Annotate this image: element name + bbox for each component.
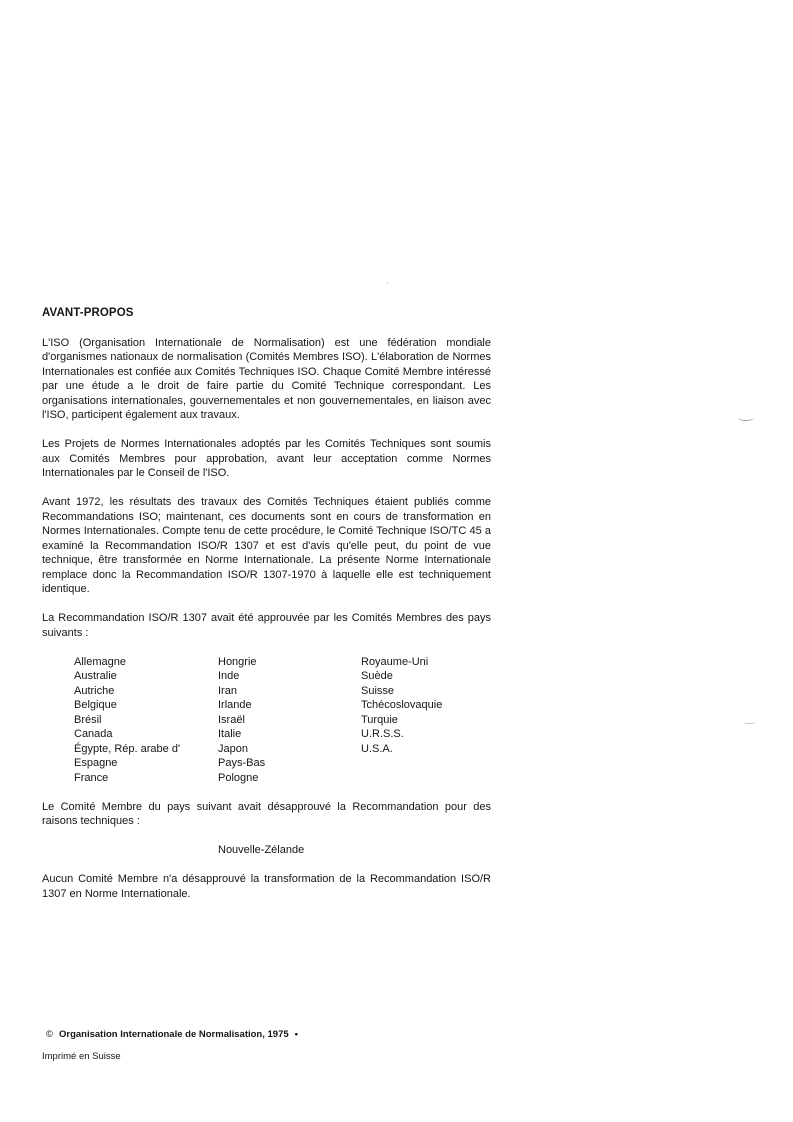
country-name: Royaume-Uni: [361, 655, 429, 668]
country-name: Canada: [74, 728, 113, 740]
country-name: Tchécoslovaquie: [361, 699, 443, 711]
country-name: Inde: [218, 670, 240, 682]
country-name: Pays-Bas: [218, 757, 266, 769]
country-name: Égypte, Rép. arabe d': [74, 742, 181, 755]
country-name: Italie: [218, 728, 242, 740]
country-name: Israël: [218, 713, 245, 726]
countries-column-1: [74, 655, 218, 786]
country-name: Australie: [74, 670, 117, 682]
country-name: Brésil: [74, 713, 102, 726]
printed-in-line: Imprimé en Suisse: [42, 1051, 121, 1062]
copyright-text: Organisation Internationale de Normalisation, 1975: [59, 1029, 289, 1040]
country-name: Iran: [218, 684, 237, 697]
margin-mark: [738, 415, 754, 421]
countries-column-3: [361, 655, 491, 786]
country-name: U.R.S.S.: [361, 728, 404, 740]
approving-countries-list: [74, 655, 491, 786]
country-name: Autriche: [74, 684, 115, 697]
paragraph-history: Avant 1972, les résultats des travaux des Comités Techniques étaient publiés comme Recommandations ISO; maintenant, ces documents sont en cours de transformation en Normes Internationales. Compte tenu de cette procédure, le Comité Technique ISO/TC 45 a examiné la Recommandation ISO/R 1307 et est d'avis qu'elle peut, du point de vue technique, être transformée en Norme Internationale. La présente Norme Internationale remplace donc la Recommandation ISO/R 1307-1970 à laquelle elle est techniquement identique.: [42, 496, 491, 595]
bullet-icon: •: [294, 1029, 298, 1040]
paragraph-draft-standards: Les Projets de Normes Internationales adoptés par les Comités Techniques sont soumis aux Comités Membres pour approbation, avant leur acceptation comme Normes Internationales par le Conseil de l'ISO.: [42, 438, 491, 479]
country-name: Irlande: [218, 699, 252, 711]
country-name: France: [74, 771, 109, 784]
copyright-line: [46, 1029, 298, 1040]
country-name: Suède: [361, 670, 393, 682]
country-name: Belgique: [74, 699, 117, 711]
country-name: U.S.A.: [361, 742, 393, 755]
margin-mark: [744, 720, 756, 724]
country-name: Pologne: [218, 771, 259, 784]
copyright-icon: ©: [46, 1029, 53, 1040]
country-name: Hongrie: [218, 655, 257, 668]
foreword-section: [42, 306, 491, 916]
country-name: Japon: [218, 742, 248, 755]
countries-column-2: [218, 655, 361, 786]
country-name: Suisse: [361, 684, 395, 697]
section-heading: AVANT-PROPOS: [42, 307, 134, 319]
paragraph-no-disapproval: Aucun Comité Membre n'a désapprouvé la transformation de la Recommandation ISO/R 1307 en Norme Internationale.: [42, 873, 491, 900]
paragraph-approval-intro: La Recommandation ISO/R 1307 avait été approuvée par les Comités Membres des pays suivants :: [42, 612, 491, 639]
disapproving-country: Nouvelle-Zélande: [218, 844, 305, 856]
paragraph-iso-intro: L'ISO (Organisation Internationale de Normalisation) est une fédération mondiale d'organismes nationaux de normalisation (Comités Membres ISO). L'élaboration de Normes Internationales est confiée aux Comités Techniques ISO. Chaque Comité Membre intéressé par une étude a le droit de faire partie du Comité Technique correspondant. Les organisations internationales, gouvernementales et non gouvernementales, en liaison avec l'ISO, participent également aux travaux.: [42, 336, 491, 421]
country-name: Allemagne: [74, 655, 126, 668]
paragraph-disapproval-intro: Le Comité Membre du pays suivant avait désapprouvé la Recommandation pour des raisons techniques :: [42, 800, 491, 827]
country-name: Espagne: [74, 757, 118, 769]
country-name: Turquie: [361, 713, 398, 726]
scan-speck: [387, 282, 388, 284]
